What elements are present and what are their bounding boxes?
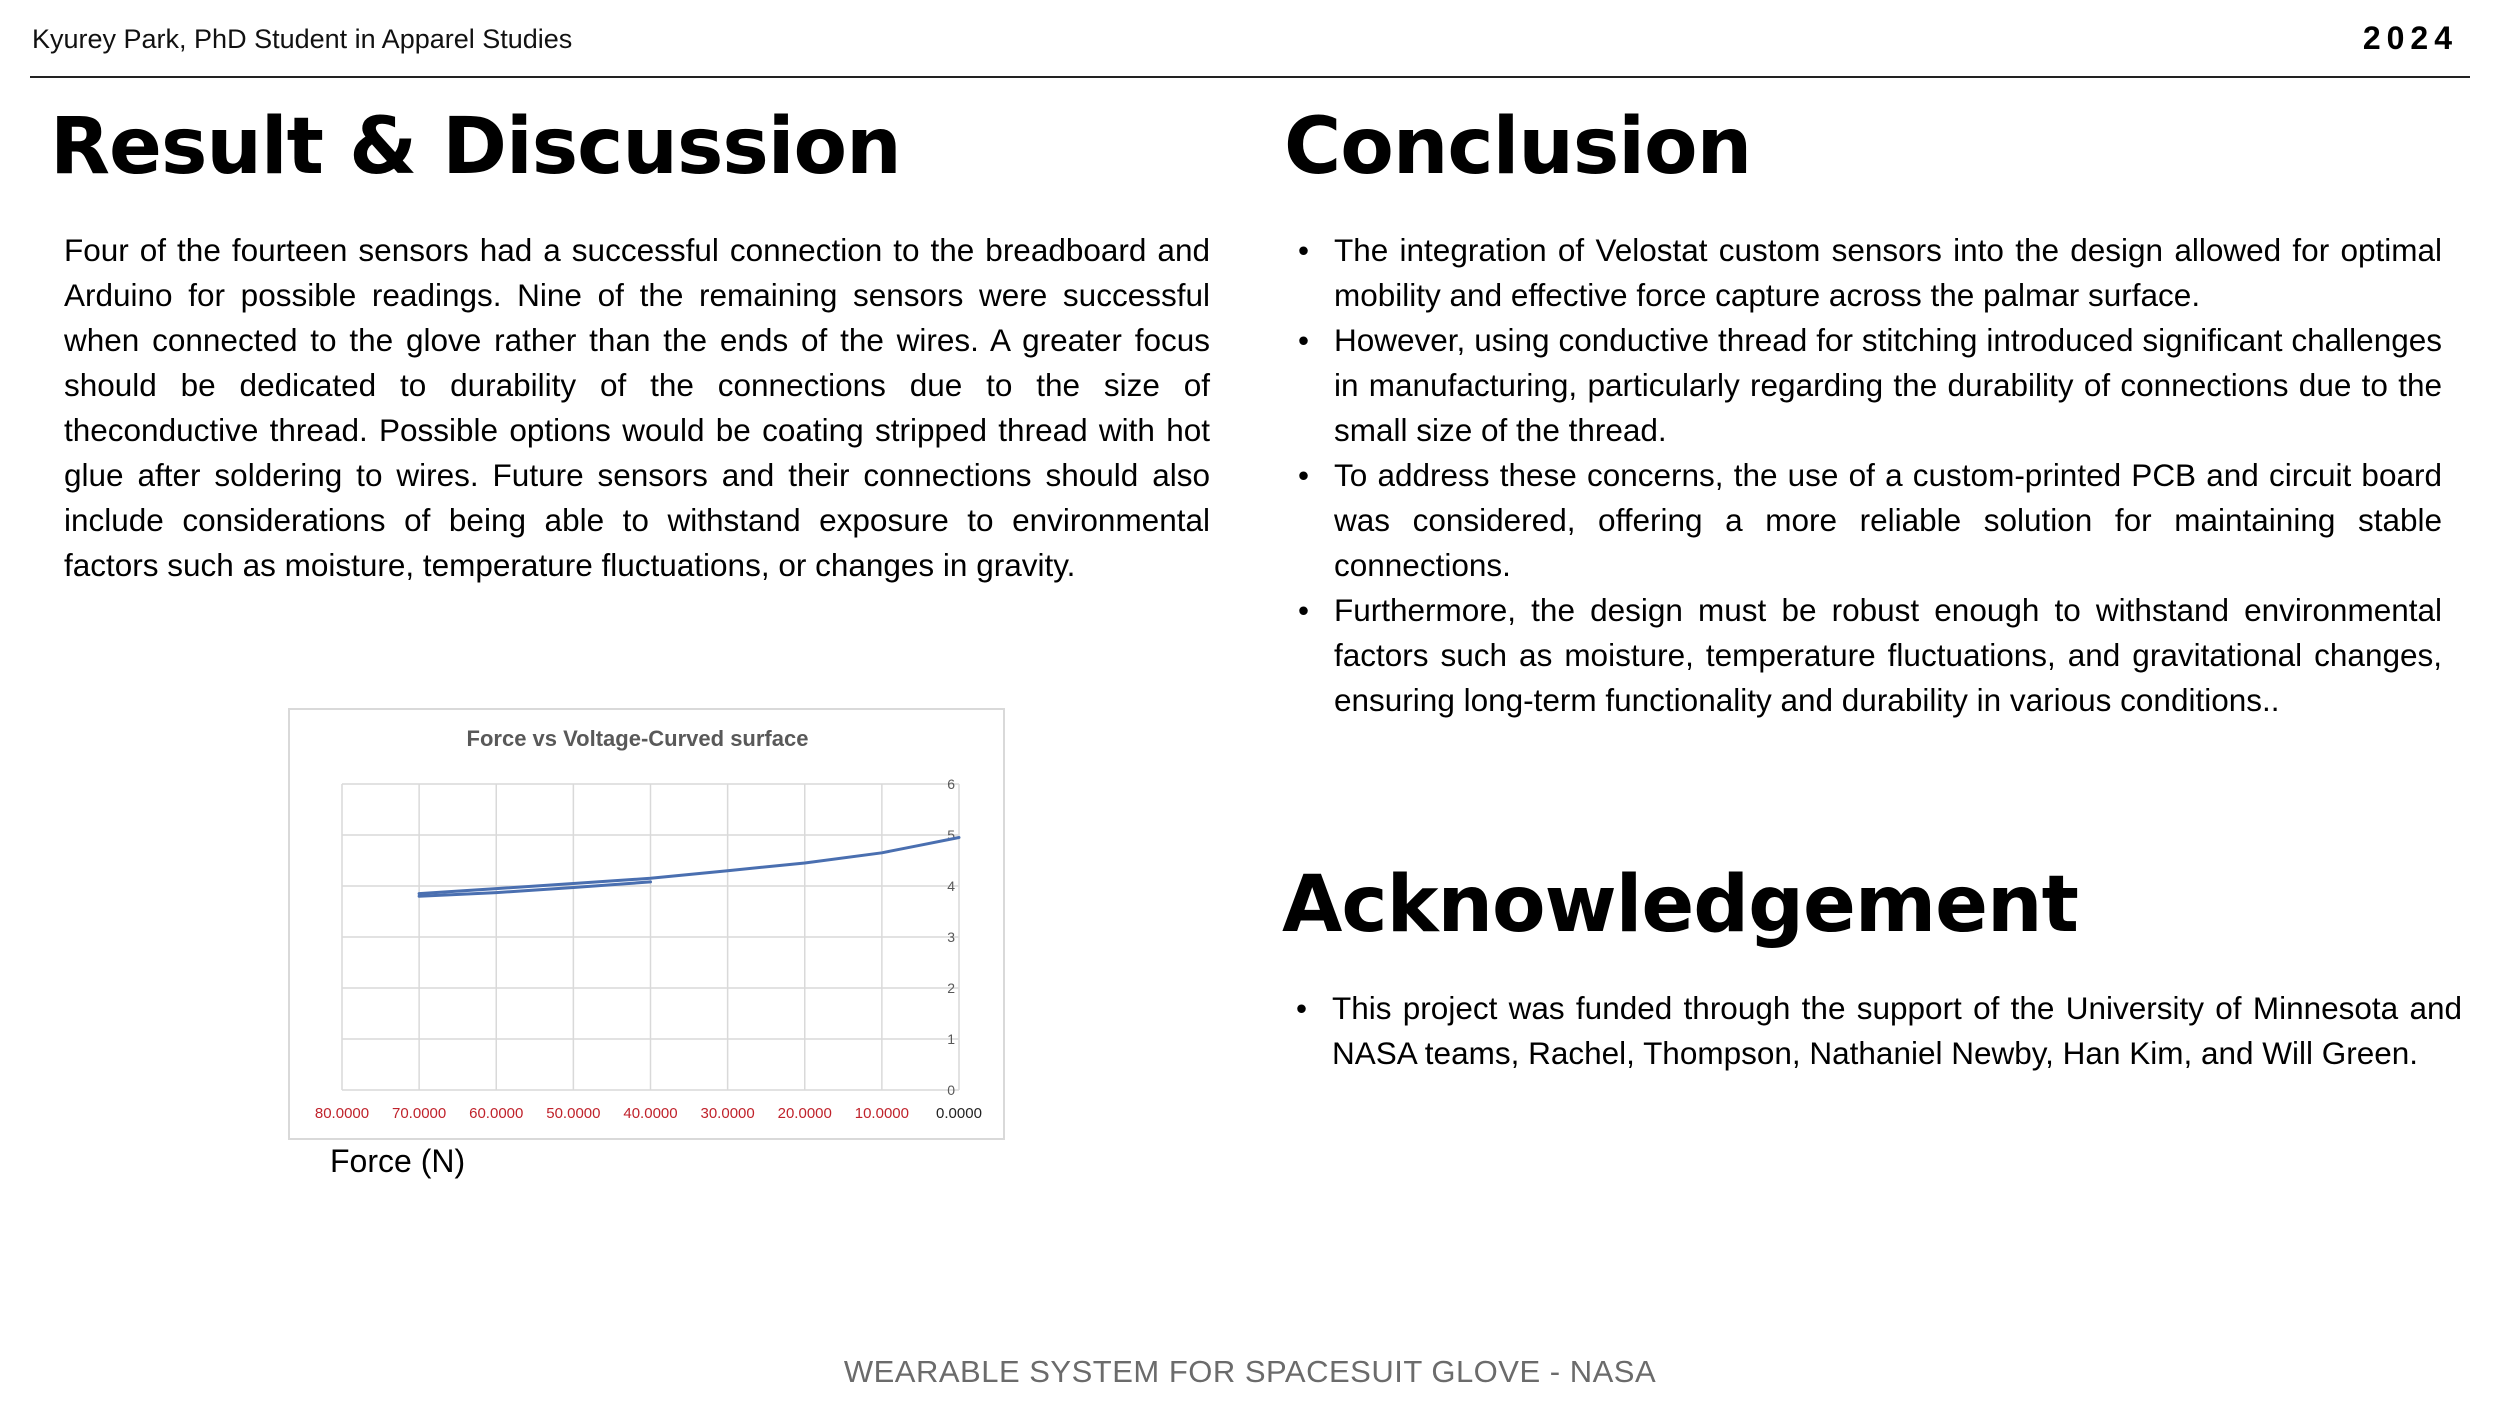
x-tick-label: 80.0000 <box>314 1105 370 1122</box>
x-tick-label: 10.0000 <box>854 1105 909 1122</box>
conclusion-title: Conclusion <box>1284 102 1752 192</box>
x-tick-label: 20.0000 <box>777 1105 832 1122</box>
list-item: • The integration of Velostat custom sensors into the design allowed for optimal mobility and effective force capture across the palmar surface. <box>1298 232 2442 313</box>
series-line-loading <box>419 838 959 894</box>
force-voltage-chart <box>288 708 1005 1140</box>
footer-title: WEARABLE SYSTEM FOR SPACESUIT GLOVE - NASA <box>843 1354 1657 1389</box>
list-item: • This project was funded through the support of the University of Minnesota and NASA teams, Rachel, Thompson, Nathaniel Newby, Han Kim, and Will Green. <box>1296 990 2462 1071</box>
y-tick-label: 1 <box>947 1031 955 1047</box>
force-axis-label: Force (N) <box>330 1143 466 1179</box>
results-body: Four of the fourteen sensors had a successful connection to the breadboard and Arduino for possible readings. Nine of the remaining sensors were successful when connected to the glove rather than the ends of the wires. A greater focus should be dedicated to durability of the connections due to the size of theconductive thread. Possible options would be coating stripped thread with hot glue after soldering to wires. Future sensors and their connections should also include considerations of being able to withstand exposure to environmental factors such as moisture, temperature fluctuations, or changes in gravity. <box>64 232 1210 583</box>
y-tick-label: 5 <box>947 827 955 843</box>
header-bar <box>30 18 2470 78</box>
y-tick-label: 3 <box>947 929 955 945</box>
y-tick-label: 0 <box>947 1082 955 1098</box>
x-tick-label: 30.0000 <box>700 1105 755 1122</box>
chart-svg <box>290 710 1003 1138</box>
list-item: • To address these concerns, the use of a custom-printed PCB and circuit board was considered, offering a more reliable solution for maintaining stable connections. <box>1298 457 2442 583</box>
x-tick-label: 50.0000 <box>546 1105 601 1122</box>
x-tick-label: 60.0000 <box>469 1105 524 1122</box>
acknowledgement-list <box>1290 986 2462 1076</box>
y-tick-label: 6 <box>947 776 955 792</box>
list-item: • Furthermore, the design must be robust enough to withstand environmental factors such as moisture, temperature fluctuations, and gravitational changes, ensuring long-term functionality and durability in various conditions.. <box>1298 592 2442 718</box>
author-label: Kyurey Park, PhD Student in Apparel Studies <box>32 24 573 54</box>
chart-title: Force vs Voltage-Curved surface <box>466 726 809 751</box>
y-tick-label: 4 <box>947 878 955 894</box>
conclusion-list <box>1292 228 2442 723</box>
year-label: 2024 <box>2362 20 2458 56</box>
series-line-unloading <box>419 882 650 896</box>
y-tick-label: 2 <box>947 980 955 996</box>
acknowledgement-title: Acknowledgement <box>1282 860 2078 950</box>
list-item: • However, using conductive thread for stitching introduced significant challenges in manufacturing, particularly regarding the durability of connections due to the small size of the thread. <box>1298 322 2442 448</box>
x-tick-label: 40.0000 <box>623 1105 678 1122</box>
x-tick-label: 70.0000 <box>392 1105 447 1122</box>
x-tick-label: 0.0000 <box>936 1105 982 1122</box>
results-title: Result & Discussion <box>50 102 901 192</box>
